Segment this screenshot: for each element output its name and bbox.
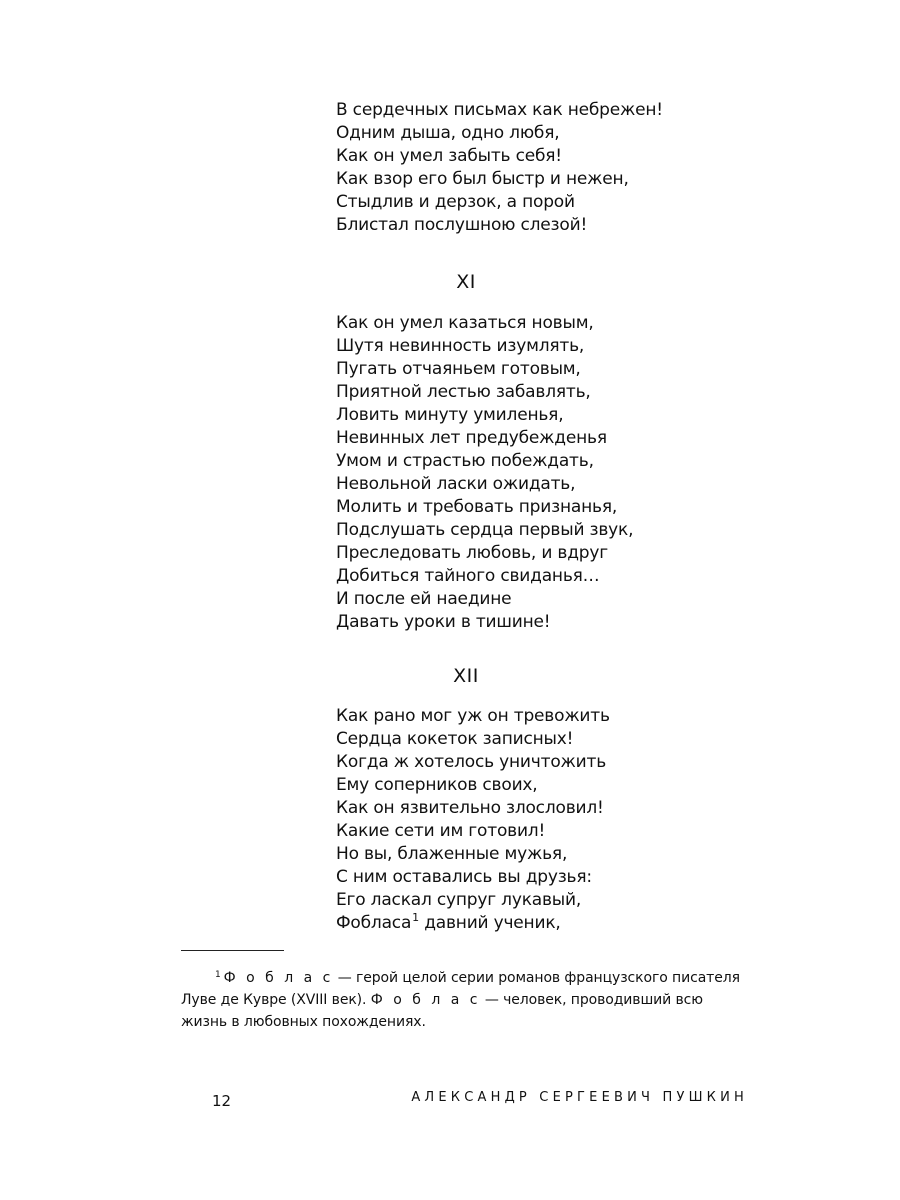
footnote-separator xyxy=(181,950,284,951)
page-number: 12 xyxy=(212,1092,232,1110)
verse-line: Но вы, блаженные мужья, xyxy=(336,844,568,864)
verse-line: Как он язвительно злословил! xyxy=(336,798,604,818)
verse-line: Невинных лет предубежденья xyxy=(336,428,607,448)
verse-line: Одним дыша, одно любя, xyxy=(336,123,560,143)
footnote-text: — герой целой серии романов французского писателя Луве де Кувре (XVIII век). xyxy=(181,970,740,1008)
verse-line: Как рано мог уж он тревожить xyxy=(336,706,610,726)
verse-line: Преследовать любовь, и вдруг xyxy=(336,543,608,563)
verse-line-with-footnote xyxy=(336,912,610,935)
footnote-term: Ф о б л а с xyxy=(223,970,334,986)
running-head-author: АЛЕКСАНДР СЕРГЕЕВИЧ ПУШКИН xyxy=(411,1090,748,1105)
verse-line: Невольной ласки ожидать, xyxy=(336,474,576,494)
stanza-xii xyxy=(336,705,610,935)
verse-line: Сердца кокеток записных! xyxy=(336,729,574,749)
footnote-marker: 1 xyxy=(215,970,221,980)
verse-line: Блистал послушною слезой! xyxy=(336,215,588,235)
verse-line: С ним оставались вы друзья: xyxy=(336,867,592,887)
verse-line: Приятной лестью забавлять, xyxy=(336,382,591,402)
stanza-numeral-xi: XI xyxy=(456,271,476,293)
verse-line-end: давний ученик, xyxy=(418,913,561,933)
verse-line: Как он умел забыть себя! xyxy=(336,146,562,166)
verse-line: И после ей наедине xyxy=(336,589,512,609)
verse-line: Какие сети им готовил! xyxy=(336,821,546,841)
verse-line: Пугать отчаяньем готовым, xyxy=(336,359,581,379)
footnote-term: Ф о б л а с xyxy=(370,992,481,1008)
verse-line: Ловить минуту умиленья, xyxy=(336,405,564,425)
stanza-xi xyxy=(336,312,633,634)
verse-line: Добиться тайного свиданья… xyxy=(336,566,600,586)
verse-line: В сердечных письмах как небрежен! xyxy=(336,100,663,120)
footnote-reference-marker[interactable]: 1 xyxy=(412,911,419,924)
verse-line: Шутя невинность изумлять, xyxy=(336,336,585,356)
verse-line: Умом и страстью побеждать, xyxy=(336,451,594,471)
verse-line: Когда ж хотелось уничтожить xyxy=(336,752,607,772)
verse-line: Молить и требовать признанья, xyxy=(336,497,618,517)
verse-line: Стыдлив и дерзок, а порой xyxy=(336,192,575,212)
verse-line: Подслушать сердца первый звук, xyxy=(336,520,634,540)
stanza-numeral-xii: XII xyxy=(453,665,479,687)
verse-line: Его ласкал супруг лукавый, xyxy=(336,890,582,910)
footnote-text: — человек, проводивший всю жизнь в любовных похождениях. xyxy=(181,992,703,1030)
verse-line: Как он умел казаться новым, xyxy=(336,313,594,333)
stanza-top xyxy=(336,99,663,237)
verse-line: Ему соперников своих, xyxy=(336,775,538,795)
footnote xyxy=(181,967,751,1033)
verse-line: Как взор его был быстр и нежен, xyxy=(336,169,629,189)
verse-line-start: Фобласа xyxy=(336,913,412,933)
verse-line: Давать уроки в тишине! xyxy=(336,612,551,632)
